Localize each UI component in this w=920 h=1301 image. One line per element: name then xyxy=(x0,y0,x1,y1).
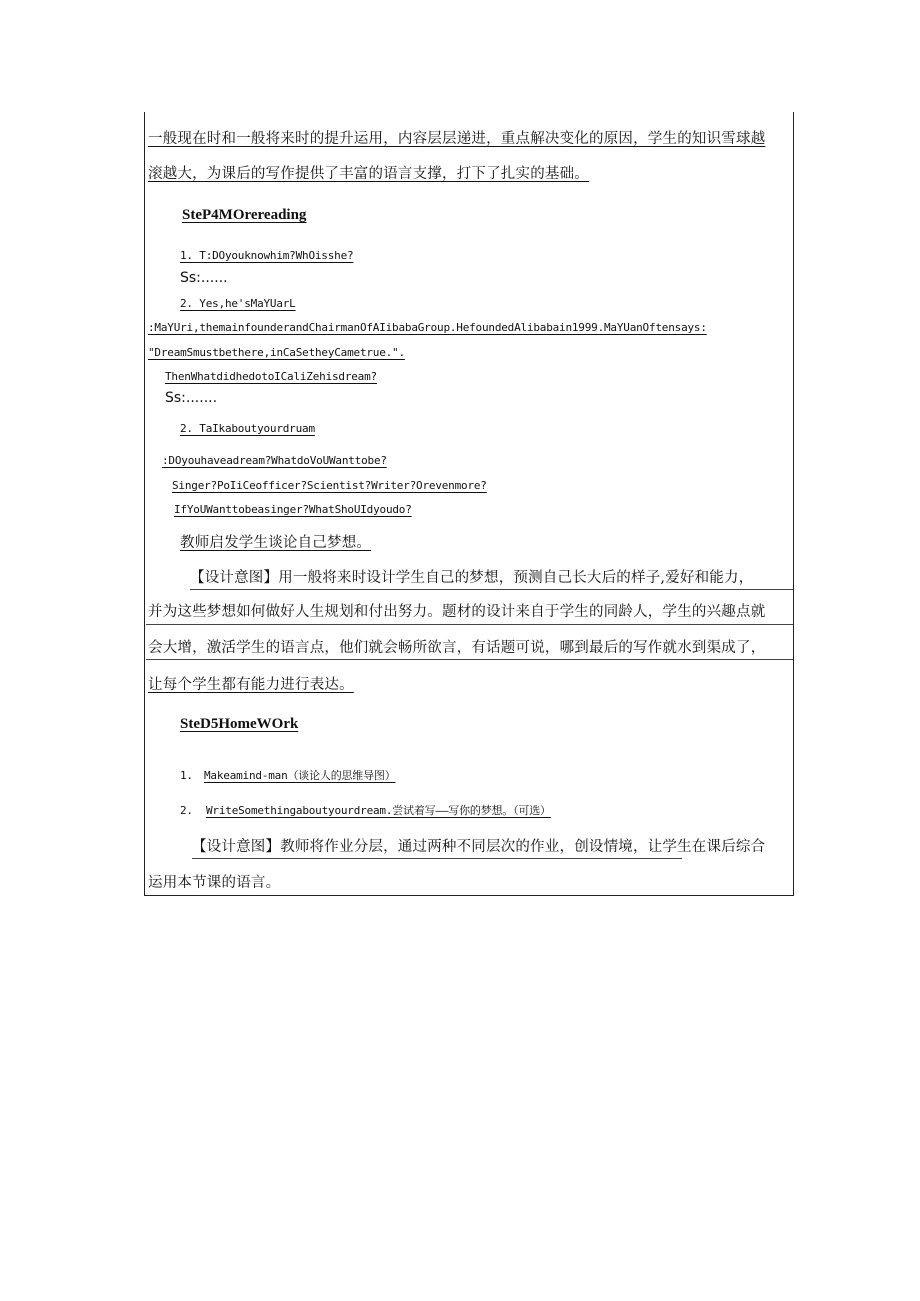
step5-design-intent-line-2: 运用本节课的语言。 xyxy=(148,875,281,891)
homework-number-2: 2. xyxy=(180,804,193,817)
homework-item-2: WriteSomethingaboutyourdream.尝试着写——写你的梦想。（可选） xyxy=(206,804,551,817)
step4-reply-2: Ss:....... xyxy=(165,390,218,406)
step4-design-intent-line-3: 会大增，激活学生的语言点，他们就会畅所欲言，有话题可说，哪到最后的写作就水到渠成了， xyxy=(148,640,766,656)
step4-item-2-cont-1: :MaYUri,themainfounderandChairmanOfAIibabaGroup.HefoundedAlibabain1999.MaYUanOftensays: xyxy=(148,321,707,334)
homework-number-1: 1. xyxy=(180,769,193,782)
homework-item-1: Makeamind-man（谈论人的思维导图） xyxy=(204,769,396,782)
intro-line-2: 滚越大，为课后的写作提供了丰富的语言支撑，打下了扎实的基础。 xyxy=(148,166,589,182)
intro-line-1: 一般现在时和一般将来时的提升运用，内容层层递进，重点解决变化的原因，学生的知识雪球越 xyxy=(148,131,766,147)
step4-heading: SteP4MOrereading xyxy=(182,207,307,223)
step5-heading: SteD5HomeWOrk xyxy=(180,716,299,732)
step4-design-intent-line-4: 让每个学生都有能力进行表达。 xyxy=(148,677,354,693)
step4-item-3-cont-1: :DOyouhaveadream?WhatdoVoUWanttobe? xyxy=(162,454,387,467)
step4-item-2-cont-3: ThenWhatdidhedotoICaliZehisdream? xyxy=(165,370,377,383)
underline-rule xyxy=(190,589,793,590)
step4-item-3-cont-2: Singer?PoIiCeofficer?Scientist?Writer?Orevenmore? xyxy=(172,479,487,492)
underline-rule xyxy=(146,624,793,625)
step4-item-2-cont-2: "DreamSmustbethere,inCaSetheyCametrue.". xyxy=(148,346,405,359)
step4-item-2: 2. Yes,he'sMaYUarL xyxy=(180,297,296,310)
step4-design-intent-line-1: 【设计意图】用一般将来时设计学生自己的梦想，预测自己长大后的样子,爱好和能力， xyxy=(190,570,754,586)
step5-design-intent-line-1: 【设计意图】教师将作业分层，通过两种不同层次的作业，创设情境，让学生在课后综合 xyxy=(192,839,766,855)
teacher-note: 教师启发学生谈论自己梦想。 xyxy=(180,535,372,551)
underline-rule xyxy=(146,659,793,660)
step4-item-3: 2. TaIkaboutyourdruam xyxy=(180,422,315,435)
underline-rule xyxy=(192,858,682,859)
step4-design-intent-line-2: 并为这些梦想如何做好人生规划和付出努力。题材的设计来自于学生的同龄人，学生的兴趣点就 xyxy=(148,604,766,620)
step4-reply-1: Ss:...... xyxy=(180,270,228,286)
step4-item-1: 1. T:DOyouknowhim?WhOisshe? xyxy=(180,249,354,262)
step4-item-3-cont-3: IfYoUWanttobeasinger?WhatShoUIdyoudo? xyxy=(174,503,412,516)
